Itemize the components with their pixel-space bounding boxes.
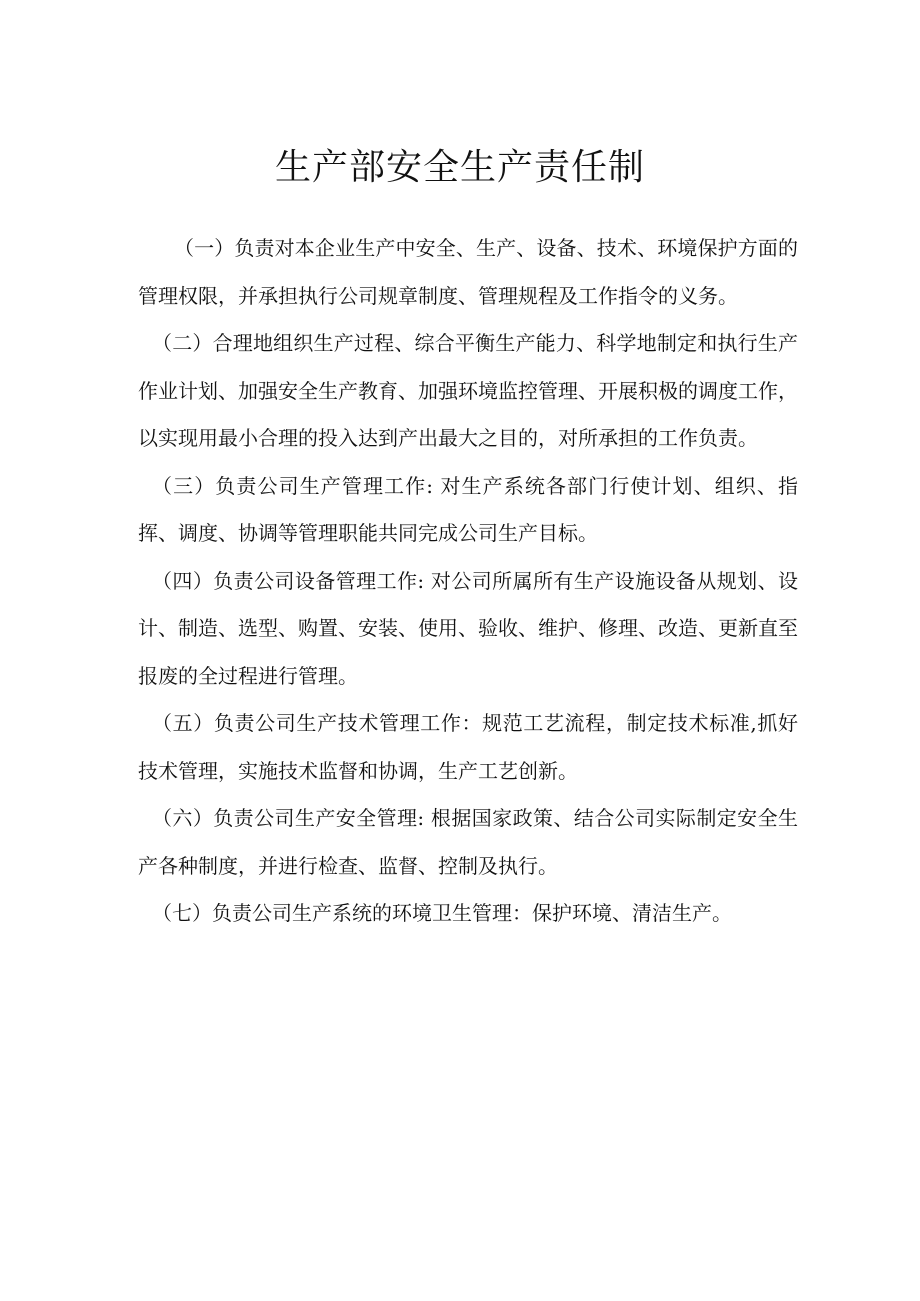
paragraph-6: （六）负责公司生产安全管理: 根据国家政策、结合公司实际制定安全生产各种制度，并进行检查、监督、控制及执行。 bbox=[138, 806, 798, 878]
document-title: 生产部安全生产责任制 bbox=[274, 147, 645, 188]
document-body bbox=[138, 225, 798, 938]
paragraph-7: （七）负责公司生产系统的环境卫生管理：保护环境、清洁生产。 bbox=[152, 901, 732, 925]
paragraph-4: （四）负责公司设备管理工作: 对公司所属所有生产设施设备从规划、设计、制造、选型、购置、安装、使用、验收、维护、修理、改造、更新直至报废的全过程进行管理。 bbox=[138, 568, 798, 688]
paragraph-1: （一）负责对本企业生产中安全、生产、设备、技术、环境保护方面的管理权限，并承担执行公司规章制度、管理规程及工作指令的义务。 bbox=[138, 236, 798, 308]
paragraph-5: （五）负责公司生产技术管理工作：规范工艺流程，制定技术标准,抓好技术管理，实施技术监督和协调，生产工艺创新。 bbox=[138, 711, 798, 783]
paragraph-3: （三）负责公司生产管理工作: 对生产系统各部门行使计划、组织、指挥、调度、协调等管理职能共同完成公司生产目标。 bbox=[138, 473, 798, 545]
paragraph-2: （二）合理地组织生产过程、综合平衡生产能力、科学地制定和执行生产作业计划、加强安全生产教育、加强环境监控管理、开展积极的调度工作，以实现用最小合理的投入达到产出最大之目的，对所承担的工作负责。 bbox=[138, 331, 798, 450]
